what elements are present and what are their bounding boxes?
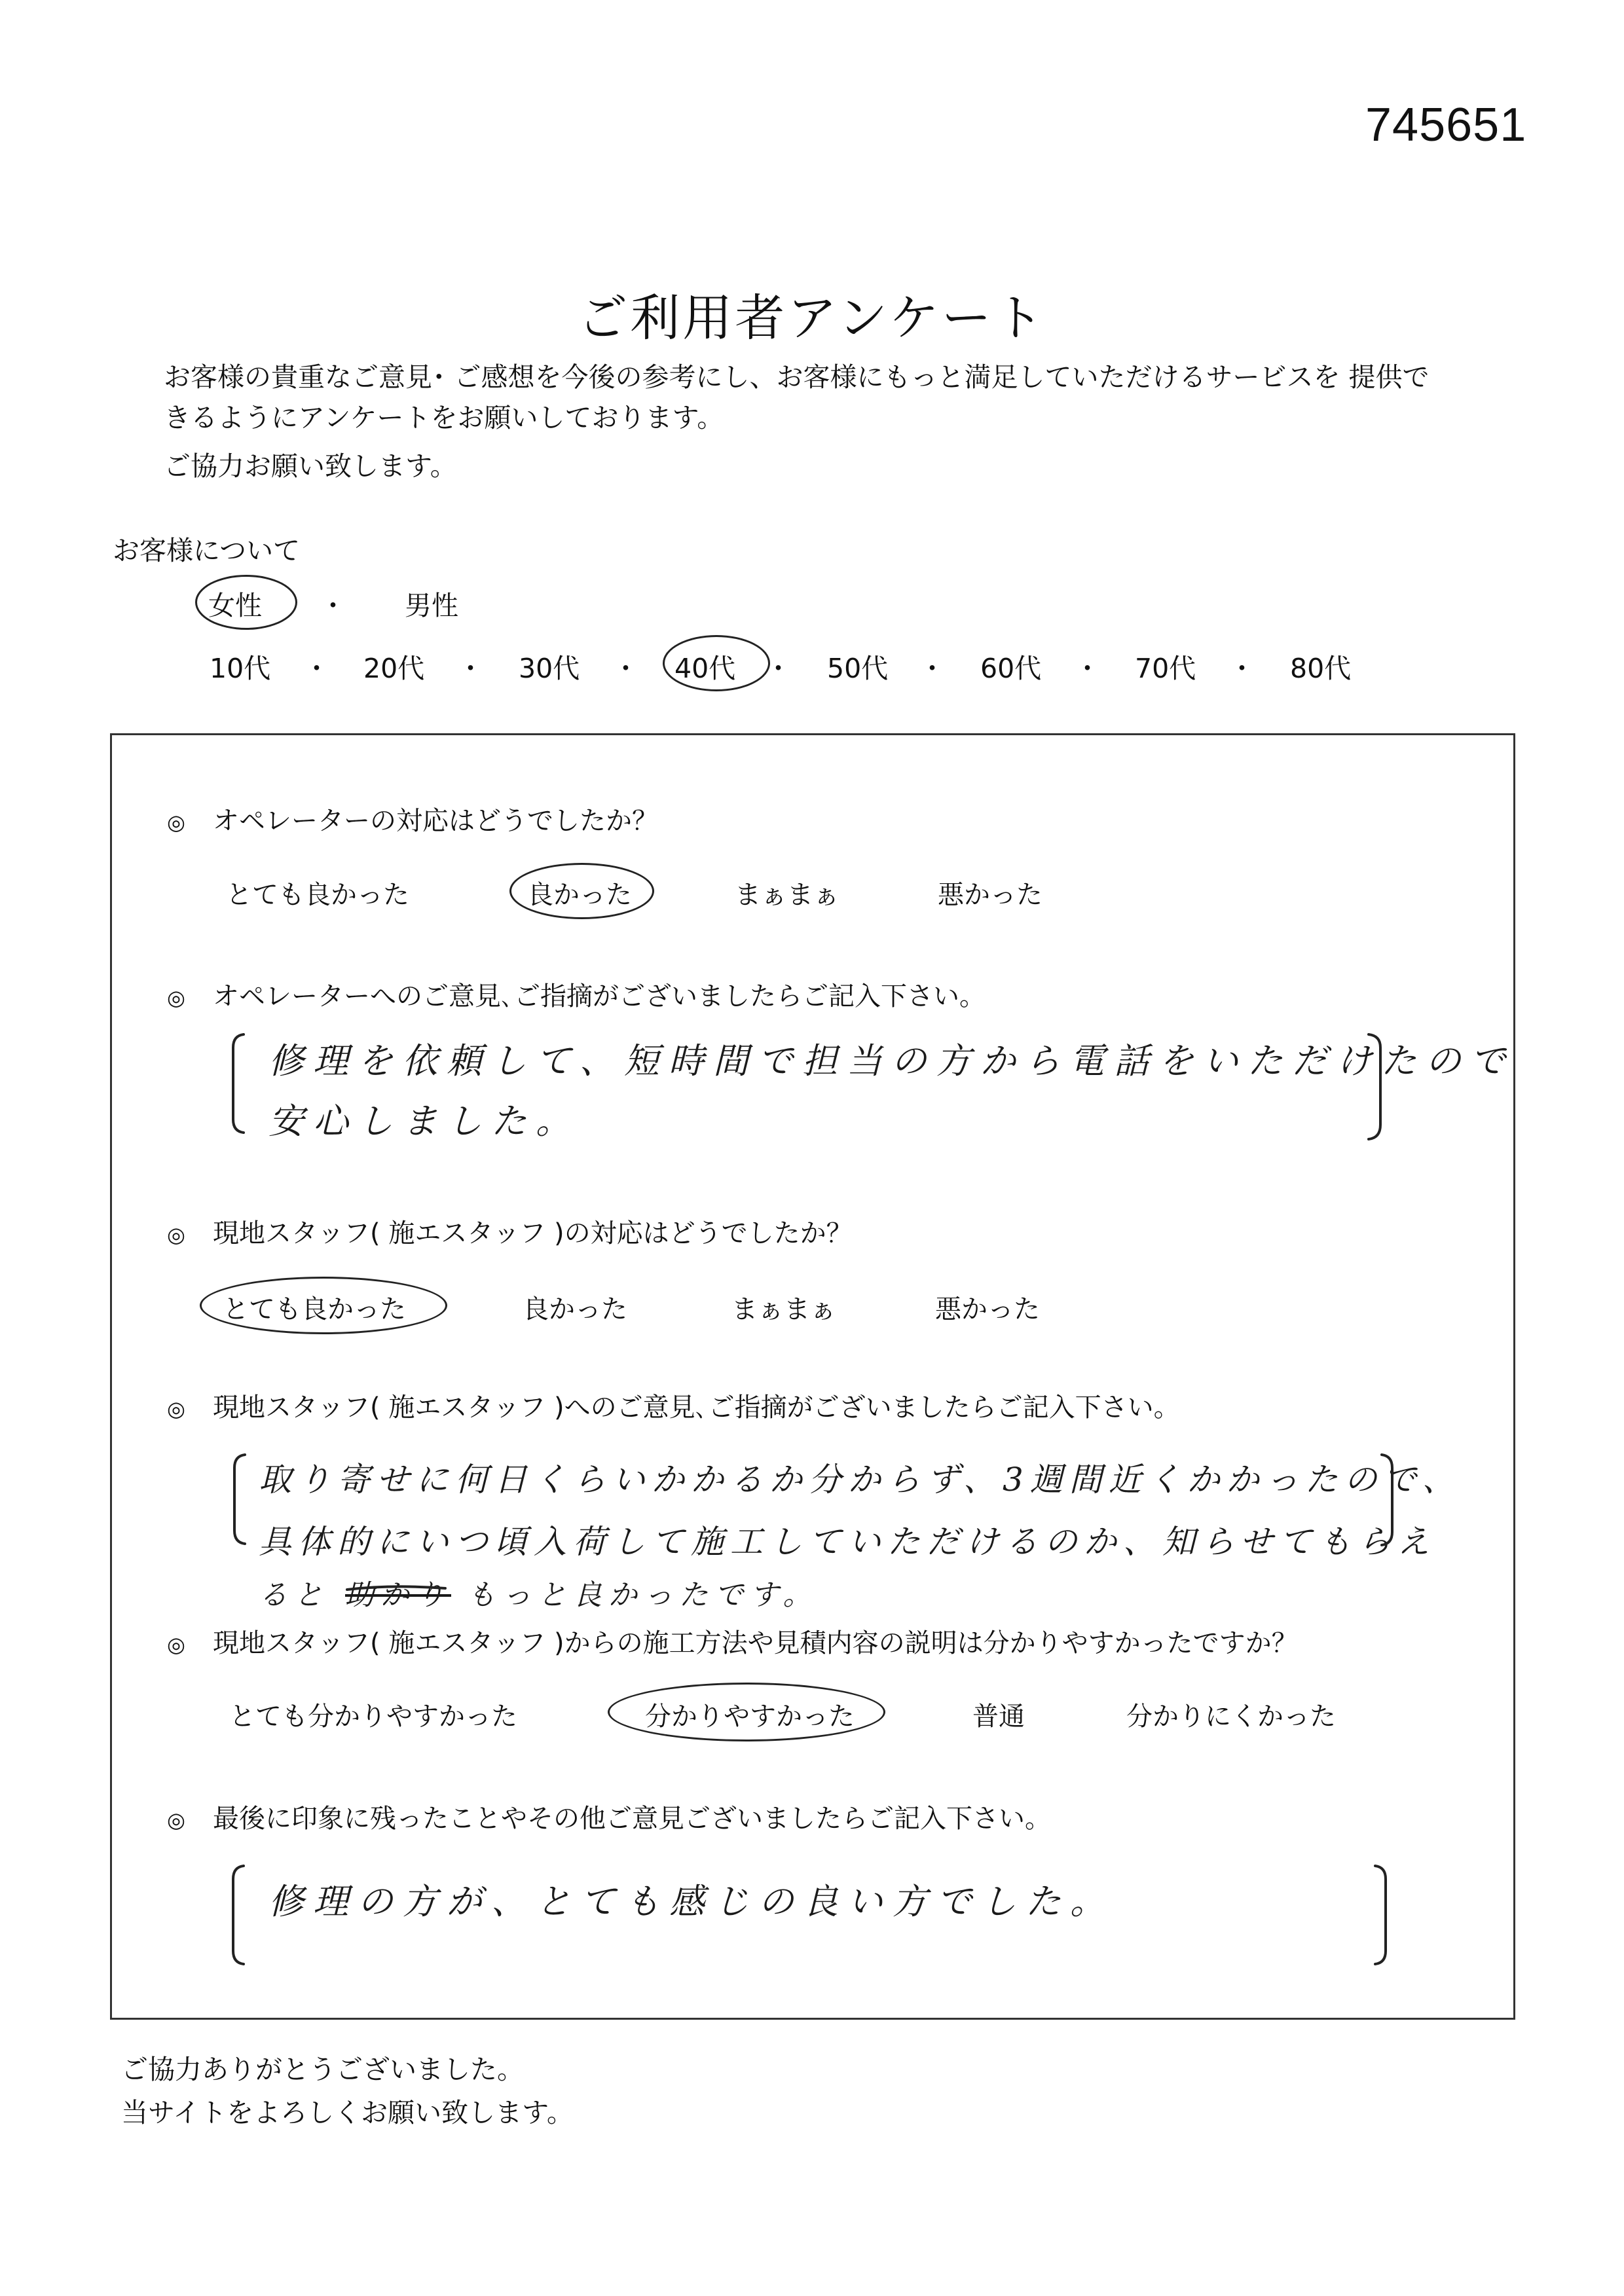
q2-answer-line-2: 安心しました。	[268, 1101, 580, 1142]
separator: ・	[919, 653, 946, 684]
gender-option-female[interactable]: 女性	[208, 590, 262, 621]
closing-text	[121, 2048, 574, 2134]
q4-answer-struck-text: 助かり	[345, 1578, 451, 1612]
page-title: ご利用者アンケート	[578, 289, 1046, 347]
q2-answer-line-1: 修理を依頼して、短時間で担当の方から電話をいただけたので	[268, 1040, 1515, 1082]
q3-option-very-good[interactable]: とても良かった	[223, 1294, 406, 1324]
q1-option-very-good[interactable]: とても良かった	[226, 880, 409, 910]
separator: ・	[765, 653, 792, 684]
q4-answer-line-1: 取り寄せに何日くらいかかるか分からず、3週間近くかかったので、	[259, 1461, 1462, 1499]
bracket-right	[1375, 1866, 1386, 1964]
q4-answer-line-3-end: もっと良かったです。	[467, 1578, 819, 1612]
question-mark-icon: ◎	[167, 1222, 185, 1247]
age-option-60s[interactable]: 60代	[980, 653, 1042, 684]
question-mark-icon: ◎	[167, 1808, 185, 1832]
question-mark-icon: ◎	[167, 1632, 185, 1657]
strike-scribble	[347, 1586, 445, 1590]
gender-option-male[interactable]: 男性	[405, 590, 458, 621]
bracket-left	[234, 1455, 245, 1544]
closing-line-1: ご協力ありがとうございました。	[121, 2054, 524, 2085]
question-6-text: 最後に印象に残ったことやその他ご意見ございましたらご記入下さい。	[213, 1804, 1051, 1834]
question-5-text: 現地スタッフ( 施エスタッフ )からの施工方法や見積内容の説明は分かりやすかったですか？	[213, 1628, 1298, 1658]
separator: ・	[1228, 653, 1255, 684]
q5-option-normal[interactable]: 普通	[972, 1702, 1025, 1732]
q3-option-good[interactable]: 良かった	[523, 1294, 627, 1324]
bracket-right	[1382, 1455, 1392, 1545]
q5-option-unclear[interactable]: 分かりにくかった	[1126, 1702, 1336, 1732]
separator: ・	[303, 653, 330, 684]
age-option-30s[interactable]: 30代	[519, 653, 580, 684]
q6-answer-line-1: 修理の方が、とても感じの良い方でした。	[268, 1881, 1115, 1922]
intro-line-3: ご協力お願い致します。	[164, 450, 457, 482]
q4-answer-line-3-start: ると	[259, 1578, 329, 1612]
bracket-right	[1369, 1034, 1380, 1139]
question-2-text: オペレーターへのご意見､ご指摘がございましたらご記入下さい。	[213, 981, 986, 1011]
question-mark-icon: ◎	[167, 985, 185, 1010]
question-mark-icon: ◎	[167, 810, 185, 835]
separator: ・	[457, 653, 484, 684]
intro-line-2: きるようにアンケートをお願いしております。	[164, 402, 724, 433]
intro-line-1: お客様の貴重なご意見･ ご感想を今後の参考にし、お客様にもっと満足していただけるサービスを 提供で	[164, 361, 1430, 393]
q1-option-good[interactable]: 良かった	[527, 880, 632, 910]
q5-option-clear[interactable]: 分かりやすかった	[645, 1702, 855, 1732]
age-option-50s[interactable]: 50代	[827, 653, 889, 684]
age-option-10s[interactable]: 10代	[210, 653, 271, 684]
separator: ・	[320, 590, 346, 621]
bracket-left	[233, 1034, 244, 1133]
age-option-40s[interactable]: 40代	[674, 653, 736, 684]
customer-heading: お客様について	[113, 535, 301, 566]
question-1-text: オペレーターの対応はどうでしたか？	[213, 806, 658, 836]
q5-option-very-clear[interactable]: とても分かりやすかった	[229, 1702, 517, 1732]
q3-option-average[interactable]: まぁまぁ	[731, 1294, 836, 1324]
q1-option-average[interactable]: まぁまぁ	[735, 880, 840, 910]
q4-answer-line-2: 具体的にいつ頃入荷して施工していただけるのか、知らせてもらえ	[259, 1523, 1437, 1561]
age-option-80s[interactable]: 80代	[1290, 653, 1352, 684]
age-option-70s[interactable]: 70代	[1135, 653, 1196, 684]
q3-option-bad[interactable]: 悪かった	[935, 1294, 1040, 1324]
document-id: 745651	[1365, 99, 1527, 151]
separator: ・	[1074, 653, 1101, 684]
closing-line-2: 当サイトをよろしくお願い致します。	[121, 2097, 574, 2128]
question-mark-icon: ◎	[167, 1396, 185, 1421]
q1-option-bad[interactable]: 悪かった	[938, 880, 1043, 910]
question-3-text: 現地スタッフ( 施エスタッフ )の対応はどうでしたか？	[213, 1218, 853, 1248]
question-4-text: 現地スタッフ( 施エスタッフ )へのご意見､ご指摘がございましたらご記入下さい。	[213, 1393, 1180, 1423]
age-option-20s[interactable]: 20代	[363, 653, 425, 684]
bracket-left	[233, 1866, 244, 1964]
separator: ・	[612, 653, 639, 684]
